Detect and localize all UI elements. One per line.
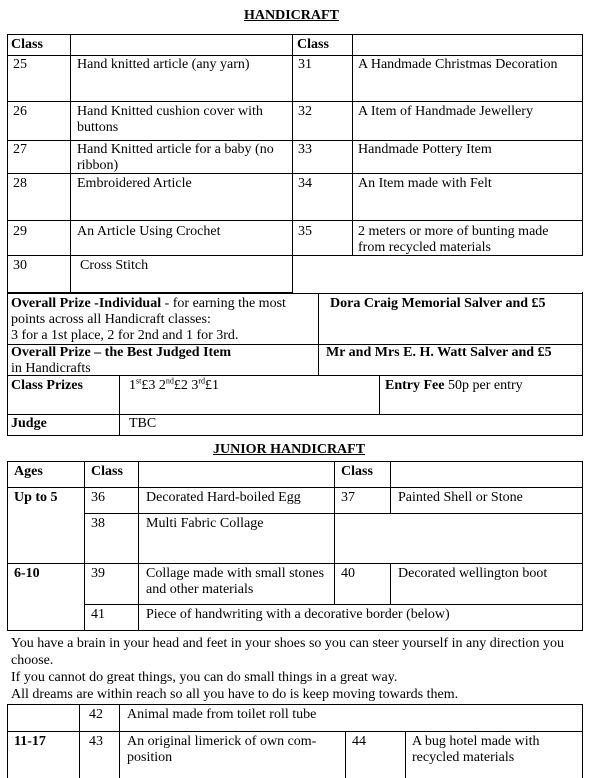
class-item: An original limerick of own com-position: [127, 734, 317, 765]
overall-best-label: Overall Prize – the Best Judged Item: [11, 345, 232, 360]
overall-individual: [11, 296, 316, 344]
overall-best: [11, 345, 316, 377]
age-11-17: 11-17: [14, 734, 46, 749]
entry-fee-value: 50p per entry: [444, 378, 523, 393]
overall-individual-text: - for earning the most points across all Handicraft classes:: [11, 296, 286, 327]
overall-best-prize: Mr and Mrs E. H. Watt Salver and £5: [326, 345, 552, 360]
prize-1-suffix: st: [136, 376, 142, 386]
prize-2-amount: £2: [173, 378, 188, 393]
class-number: 41: [91, 607, 105, 622]
overall-best-text: in Handicrafts: [11, 361, 91, 376]
prize-1-ordinal: 1: [129, 378, 136, 393]
prize-3-ordinal: 3: [191, 378, 199, 393]
prize-2-suffix: nd: [165, 376, 174, 386]
class-prizes-label: Class Prizes: [11, 378, 83, 393]
class-number: 26: [13, 104, 27, 119]
class-item: Hand Knitted article for a baby (no ribbon): [77, 142, 274, 173]
class-number: 30: [13, 258, 27, 273]
poem-line-1: You have a brain in your head and feet in your shoes so you can steer yourself in any direction you choose.: [11, 636, 564, 668]
age-6-10: 6-10: [14, 566, 40, 581]
class-number: 43: [89, 734, 103, 749]
prize-3-amount: £1: [205, 378, 220, 393]
class-number: 32: [298, 104, 312, 119]
class-number: 40: [341, 566, 355, 581]
class-number: 36: [91, 490, 105, 505]
class-item: Embroidered Article: [77, 176, 192, 191]
class-number: 42: [89, 707, 103, 722]
class-item: A Handmade Christmas Decoration: [358, 57, 558, 72]
class-item: Cross Stitch: [80, 258, 149, 273]
class-item: A bug hotel made with recycled materials: [412, 734, 540, 765]
class-number: 38: [91, 516, 105, 531]
class-number: 28: [13, 176, 27, 191]
class-number: 31: [298, 57, 312, 72]
class-header-2: Class: [297, 37, 329, 52]
poem-line-3: All dreams are within reach so all you have to do is keep moving towards them.: [11, 687, 459, 702]
overall-individual-label: Overall Prize -Individual: [11, 296, 162, 311]
class-item: 2 meters or more of bunting made from recycled materials: [358, 224, 549, 255]
class-item: An Item made with Felt: [358, 176, 492, 191]
poem-text: [11, 635, 586, 703]
class-item: Piece of handwriting with a decorative border (below): [146, 607, 450, 622]
class-item: Decorated wellington boot: [398, 566, 548, 581]
class-item: Painted Shell or Stone: [398, 490, 523, 505]
poem-line-2: If you cannot do great things, you can do small things in a great way.: [11, 670, 398, 685]
overall-individual-points: 3 for a 1st place, 2 for 2nd and 1 for 3rd.: [11, 328, 239, 343]
class-number: 27: [13, 142, 27, 157]
handicraft-title: HANDICRAFT: [244, 8, 339, 23]
prize-1-amount: £3: [141, 378, 156, 393]
class-number: 33: [298, 142, 312, 157]
class-item: Hand knitted article (any yarn): [77, 57, 250, 72]
judge-value: TBC: [129, 416, 157, 431]
class-prizes-values: [129, 378, 219, 394]
ages-header: Ages: [14, 464, 43, 479]
class-number: 29: [13, 224, 27, 239]
class-item: Decorated Hard-boiled Egg: [146, 490, 301, 505]
judge-label: Judge: [11, 416, 47, 431]
class-number: 34: [298, 176, 312, 191]
class-item: Multi Fabric Collage: [146, 516, 264, 531]
class-number: 37: [341, 490, 355, 505]
junior-class-header: Class: [91, 464, 123, 479]
overall-individual-prize: Dora Craig Memorial Salver and £5: [330, 296, 546, 311]
class-item: Hand Knitted cushion cover with buttons: [77, 104, 263, 135]
prize-2-ordinal: 2: [158, 378, 166, 393]
entry-fee-label: Entry Fee: [385, 378, 445, 393]
class-item: Animal made from toilet roll tube: [127, 707, 317, 722]
class-number: 44: [352, 734, 366, 749]
junior-class-header-2: Class: [341, 464, 373, 479]
class-number: 25: [13, 57, 27, 72]
class-number: 39: [91, 566, 105, 581]
entry-fee: [385, 378, 523, 394]
junior-title: JUNIOR HANDICRAFT: [213, 442, 366, 457]
class-item: An Article Using Crochet: [77, 224, 221, 239]
prize-3-suffix: rd: [198, 376, 206, 386]
class-item: Handmade Pottery Item: [358, 142, 492, 157]
class-item: Collage made with small stones and other materials: [146, 566, 325, 597]
class-header: Class: [11, 37, 43, 52]
class-item: A Item of Handmade Jewellery: [358, 104, 533, 119]
class-number: 35: [298, 224, 312, 239]
age-up-to-5: Up to 5: [14, 490, 58, 505]
